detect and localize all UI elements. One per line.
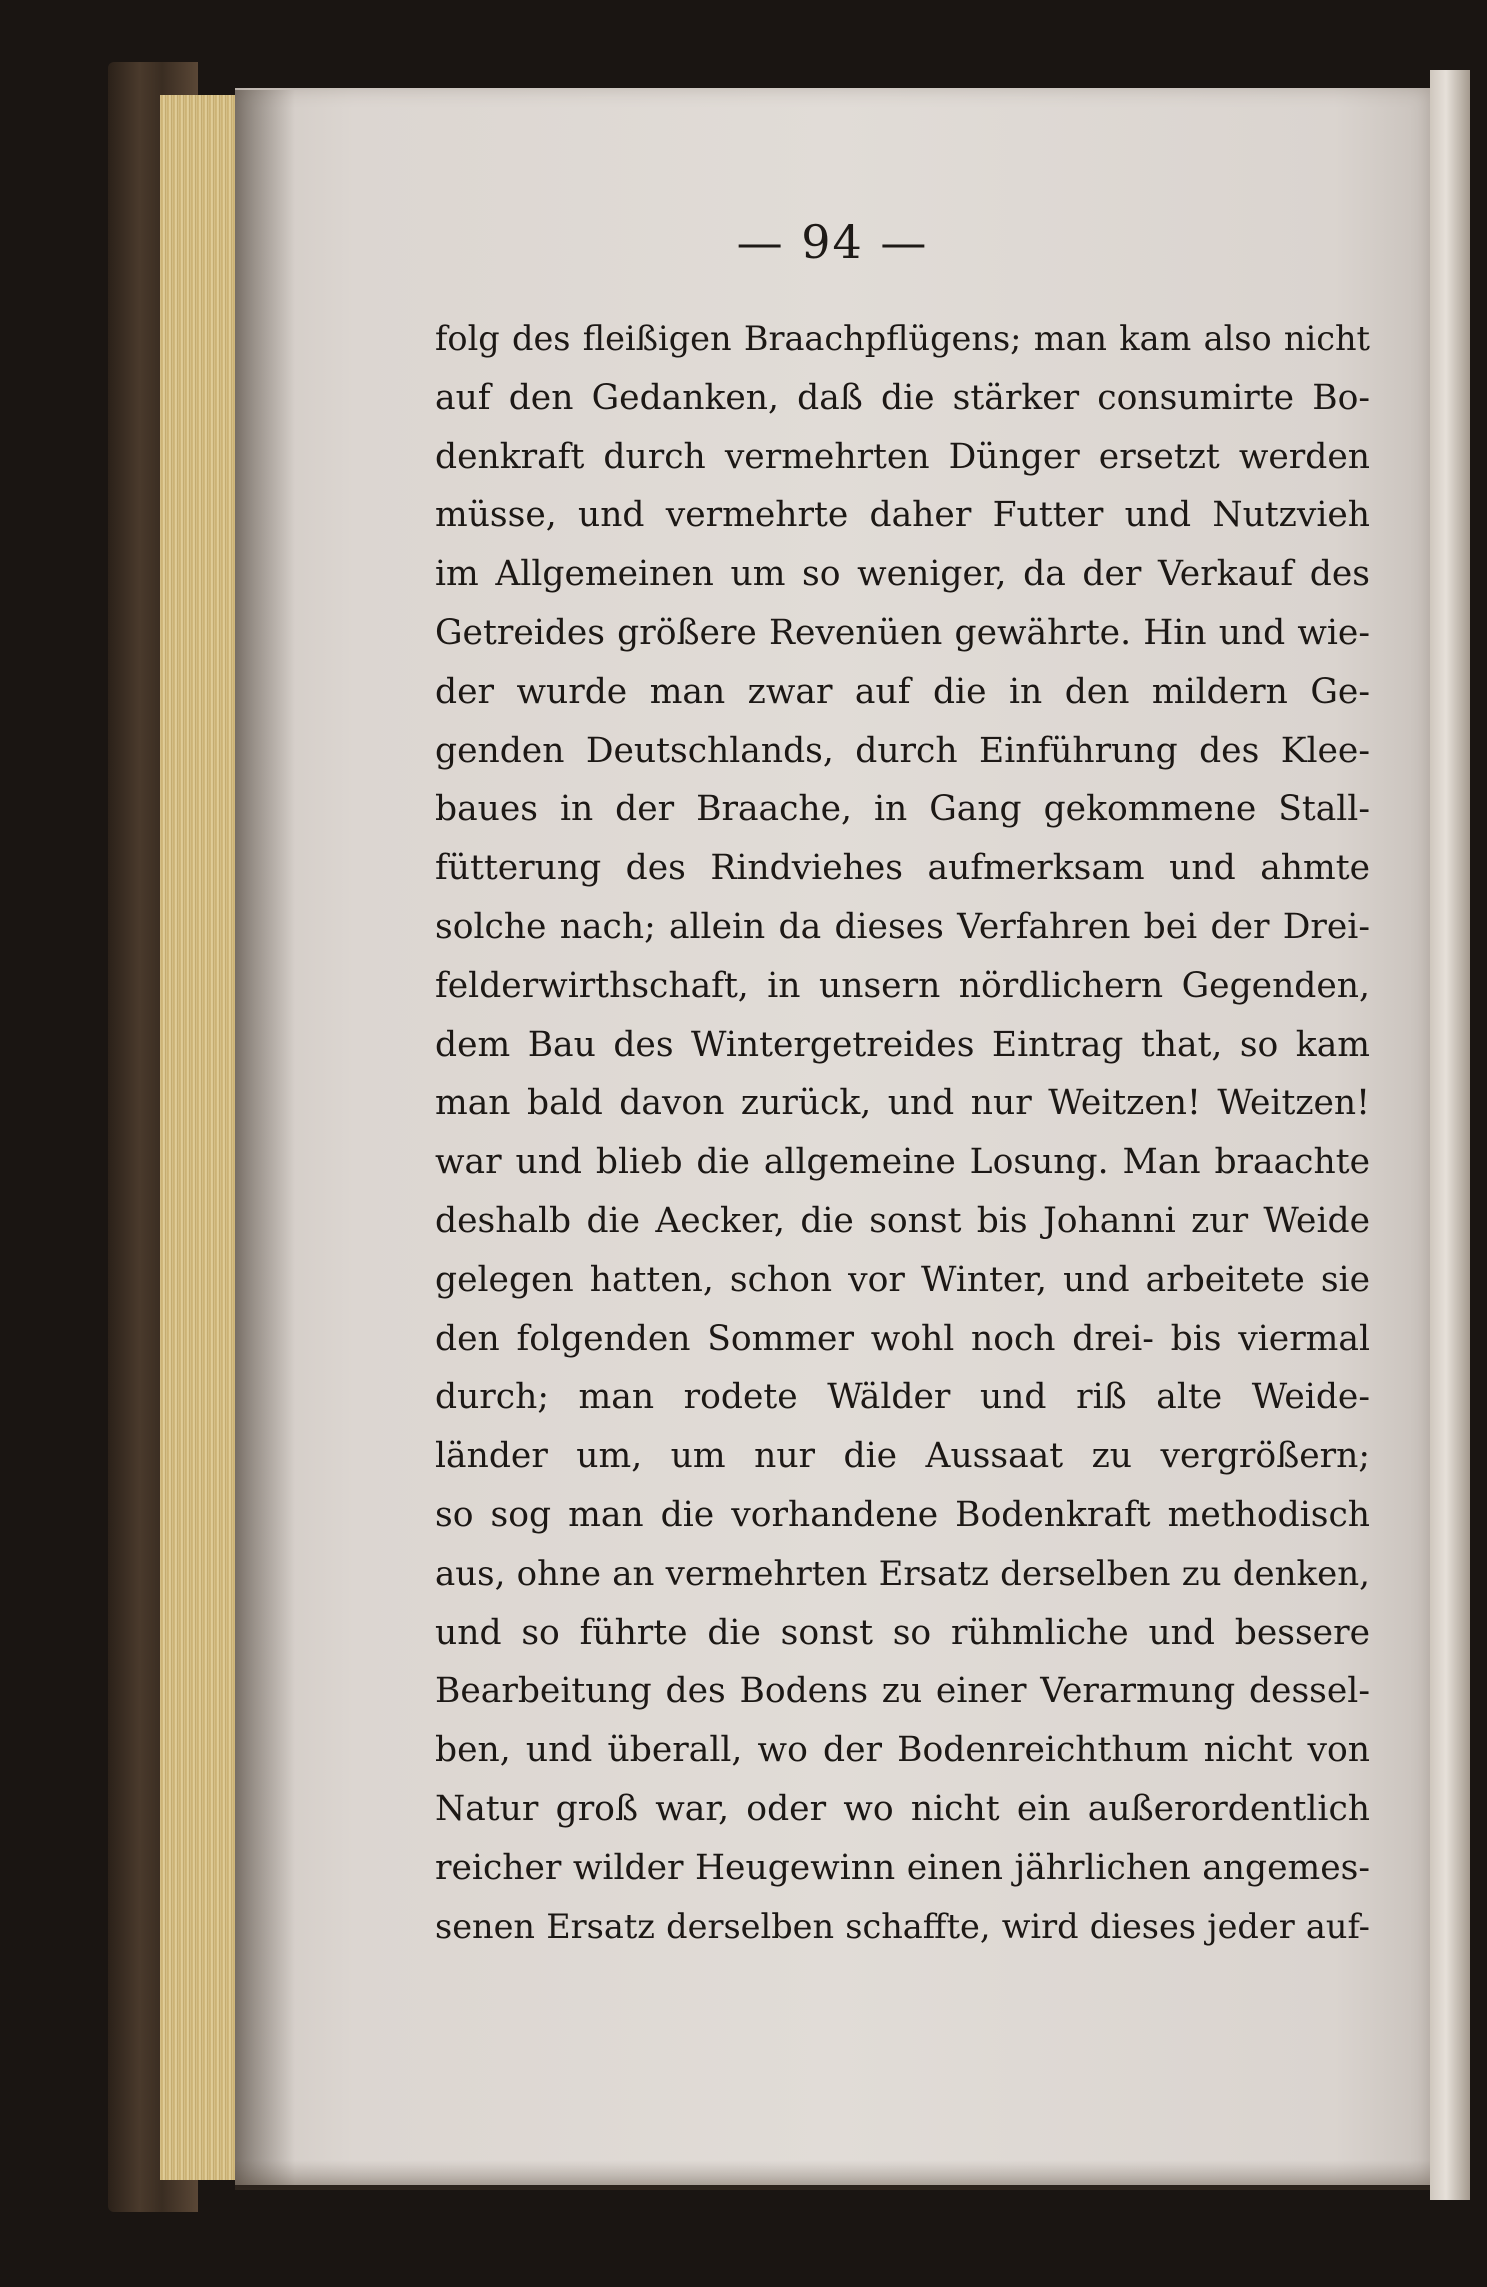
text-line: senen Ersatz derselben schaffte, wird dieses jeder auf- [435, 1906, 1370, 1946]
text-line: deshalb die Aecker, die sonst bis Johanni zur Weide [435, 1200, 1370, 1241]
text-line: so sog man die vorhandene Bodenkraft methodisch [435, 1494, 1370, 1535]
text-line: den folgenden Sommer wohl noch drei- bis viermal [435, 1318, 1370, 1359]
text-line: man bald davon zurück, und nur Weitzen! Weitzen! [435, 1083, 1370, 1124]
text-line: fütterung des Rindviehes aufmerksam und ahmte [435, 848, 1370, 889]
text-line: baues in der Braache, in Gang gekommene Stall- [435, 789, 1370, 830]
text-line: war und blieb die allgemeine Losung. Man braachte [435, 1142, 1370, 1183]
gutter-shadow [235, 90, 295, 2185]
text-line: denkraft durch vermehrten Dünger ersetzt werden [435, 436, 1370, 477]
text-line: Getreides größere Revenüen gewährte. Hin und wie- [435, 612, 1370, 653]
text-line: folg des fleißigen Braachpflügens; man kam also nicht [435, 319, 1370, 358]
text-line: Bearbeitung des Bodens zu einer Verarmung dessel- [435, 1671, 1370, 1712]
text-line: der wurde man zwar auf die in den mildern Ge- [435, 671, 1370, 712]
text-line: aus, ohne an vermehrten Ersatz derselben zu denken, [435, 1553, 1370, 1594]
text-line: genden Deutschlands, durch Einführung des Klee- [435, 730, 1370, 771]
text-line: Natur groß war, oder wo nicht ein außerordentlich [435, 1788, 1370, 1829]
text-line: reicher wilder Heugewinn einen jährlichen angemes- [435, 1847, 1370, 1888]
text-line: im Allgemeinen um so weniger, da der Verkauf des [435, 554, 1370, 595]
text-line: auf den Gedanken, daß die stärker consumirte Bo- [435, 377, 1370, 418]
body-text [435, 310, 1370, 1956]
text-line: länder um, um nur die Aussaat zu vergrößern; [435, 1436, 1370, 1477]
page-bottom-shadow [235, 2160, 1430, 2190]
page-number: — 94 — [736, 215, 929, 269]
text-line: dem Bau des Wintergetreides Eintrag that, so kam [435, 1024, 1370, 1065]
page-edges [160, 95, 240, 2180]
text-line: solche nach; allein da dieses Verfahren bei der Drei- [435, 906, 1370, 947]
text-line: müsse, und vermehrte daher Futter und Nutzvieh [435, 495, 1370, 536]
text-line: felderwirthschaft, in unsern nördlichern Gegenden, [435, 965, 1370, 1006]
text-line: gelegen hatten, schon vor Winter, und arbeitete sie [435, 1259, 1370, 1300]
text-line: ben, und überall, wo der Bodenreichthum nicht von [435, 1730, 1370, 1771]
text-line: durch; man rodete Wälder und riß alte Weide- [435, 1377, 1370, 1418]
text-line: und so führte die sonst so rühmliche und bessere [435, 1612, 1370, 1653]
facing-page-edge [1430, 70, 1470, 2200]
